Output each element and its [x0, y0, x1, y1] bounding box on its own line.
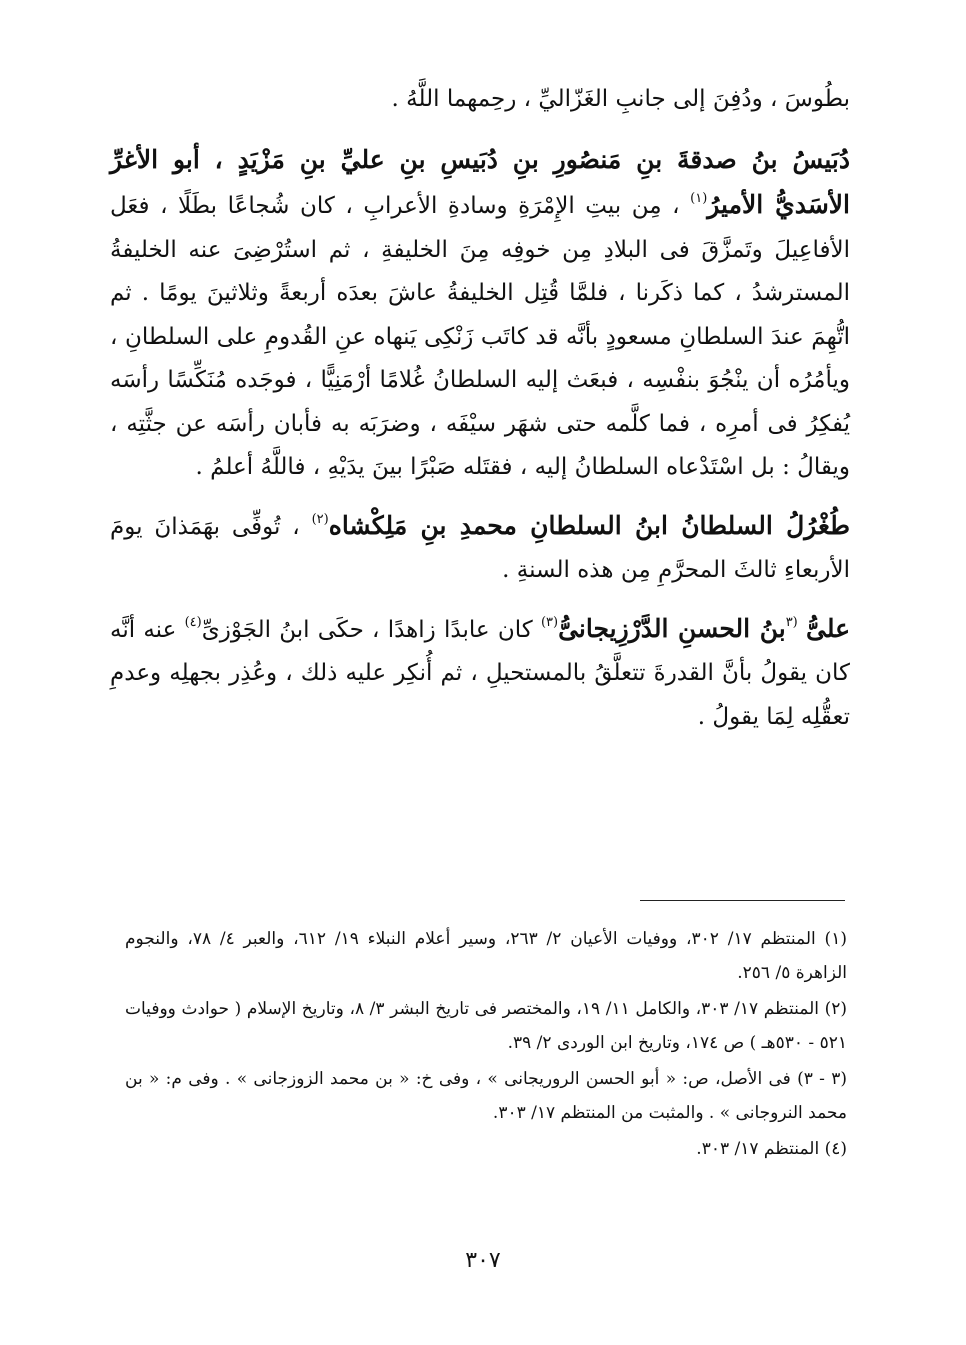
entry-text: كان عابدًا زاهدًا ، حكَى ابنُ الجَوْزىِّ — [201, 616, 533, 643]
footnote-1: (١) المنتظم ١٧/ ٣٠٢، ووفيات الأعيان ٢/ ٢٦٣، وسير أعلام النبلاء ١٩/ ٦١٢، والعبر ٤/ ٧٨، والنجوم الزاهرة ٥/ ٢٥٦. — [125, 929, 847, 983]
entry-text: ، تُوفِّى بهَمَذانَ يومَ الأربعاءِ ثالثَ المحرَّمِ مِن هذه السنةِ . — [110, 513, 850, 583]
page-body — [110, 78, 850, 753]
footnote-ref-open: (٣ — [785, 614, 798, 630]
entry-dubays — [110, 138, 850, 490]
footnote-2: (٢) المنتظم ١٧/ ٣٠٣، والكامل ١١/ ١٩، والمختصر فى تاريخ البشر ٣/ ٨، وتاريخ الإسلام ( حوادث ووفيات ٥٢١ - ٥٣٠هـ ) ص ١٧٤، وتاريخ ابن الوردى ٢/ ٣٩. — [125, 999, 847, 1053]
entry-tughrul — [110, 504, 850, 593]
footnote-4: (٤) المنتظم ١٧/ ٣٠٣. — [696, 1139, 847, 1159]
footnotes — [125, 922, 847, 1168]
entry-name: دُبَيسُ بنُ صدقةَ بنِ مَنصُورِ بنِ دُبَيسِ بنِ عليِّ بنِ مَزْيَدٍ ، أبو الأغرِّ الأسَديُّ الأميرُ — [110, 144, 850, 219]
continuation-line — [110, 78, 850, 122]
page-number: ٣٠٧ — [465, 1248, 501, 1273]
entry-name: بنُ الحسنِ الدَّرْزِيجانىُّ — [558, 613, 786, 643]
entry-ali — [110, 607, 850, 740]
footnote-divider — [640, 900, 845, 901]
footnote-ref: (٣) — [540, 614, 559, 630]
footnote-ref: (٢) — [311, 511, 329, 527]
footnote-3: (٣ - ٣) فى الأصل، ص: « أبو الحسن الروريجانى » ، وفى خ: « بن محمد الزوزجانى » . وفى م: « بن محمد النروجانى » . والمثبت من المنتظم ١٧/ ٣٠٣. — [125, 1069, 847, 1123]
entry-prefix: علىُّ — [805, 613, 851, 643]
entry-text: ، مِن بيتِ الإِمْرَةِ وسادةِ الأعرابِ ، كان شُجاعًا بطَلًا ، فعَل الأفاعِيلَ وتَمزَّقَ فى البلادِ مِن خوفِه مِنَ الخليفةِ ، ثم استُرْضِىَ عنه الخليفةُ المسترشدُ ، كما ذكَرنا ، فلمَّا قُتِل الخليفةُ عاشَ بعدَه أربعةً وثلاثينَ يومًا . ثم اتُّهِمَ عندَ السلطانِ مسعودٍ بأنَّه قد كاتَب زَنْكِى يَنهاه عنِ القُدومِ على السلطانِ ، ويأمُرُه أن ينْجُوَ بنفْسِه ، فبعَث إليه السلطانُ غُلامًا أرْمَنِيًّا ، فوجَده مُنَكِّسًا رأسَه يُفكِرُ فى أمرِه ، فما كلَّمه حتى شهَر سيْفَه ، وضرَبَه به فأبان رأسَه عن جثَّتِه ، ويقالُ : بل اسْتَدْعاه السلطانُ إليه ، فقتَله صَبْرًا بينَ يدَيْهِ ، فاللَّهُ أعلمُ . — [110, 193, 850, 480]
entry-name: طُغْرُلُ السلطانُ ابنُ السلطانِ محمدِ بنِ مَلِكْشاه — [328, 510, 851, 540]
footnote-ref: (١) — [690, 191, 708, 207]
continuation-text: بطُوسَ ، ودُفِنَ إلى جانبِ الغَزّاليِّ ، رحِمهما اللَّهُ . — [391, 86, 850, 112]
entry-text-continued: عنه أنَّه كان يقولُ بأنَّ القدرةَ تتعلَّقُ بالمستحيلِ ، ثم أُنكِر عليه ذلك ، وعُذِر بجهلِه وعدمِ تعقُّلِه لِمَا يقولُ . — [110, 616, 850, 730]
footnote-ref: (٤) — [184, 614, 202, 630]
main-text — [110, 78, 850, 739]
